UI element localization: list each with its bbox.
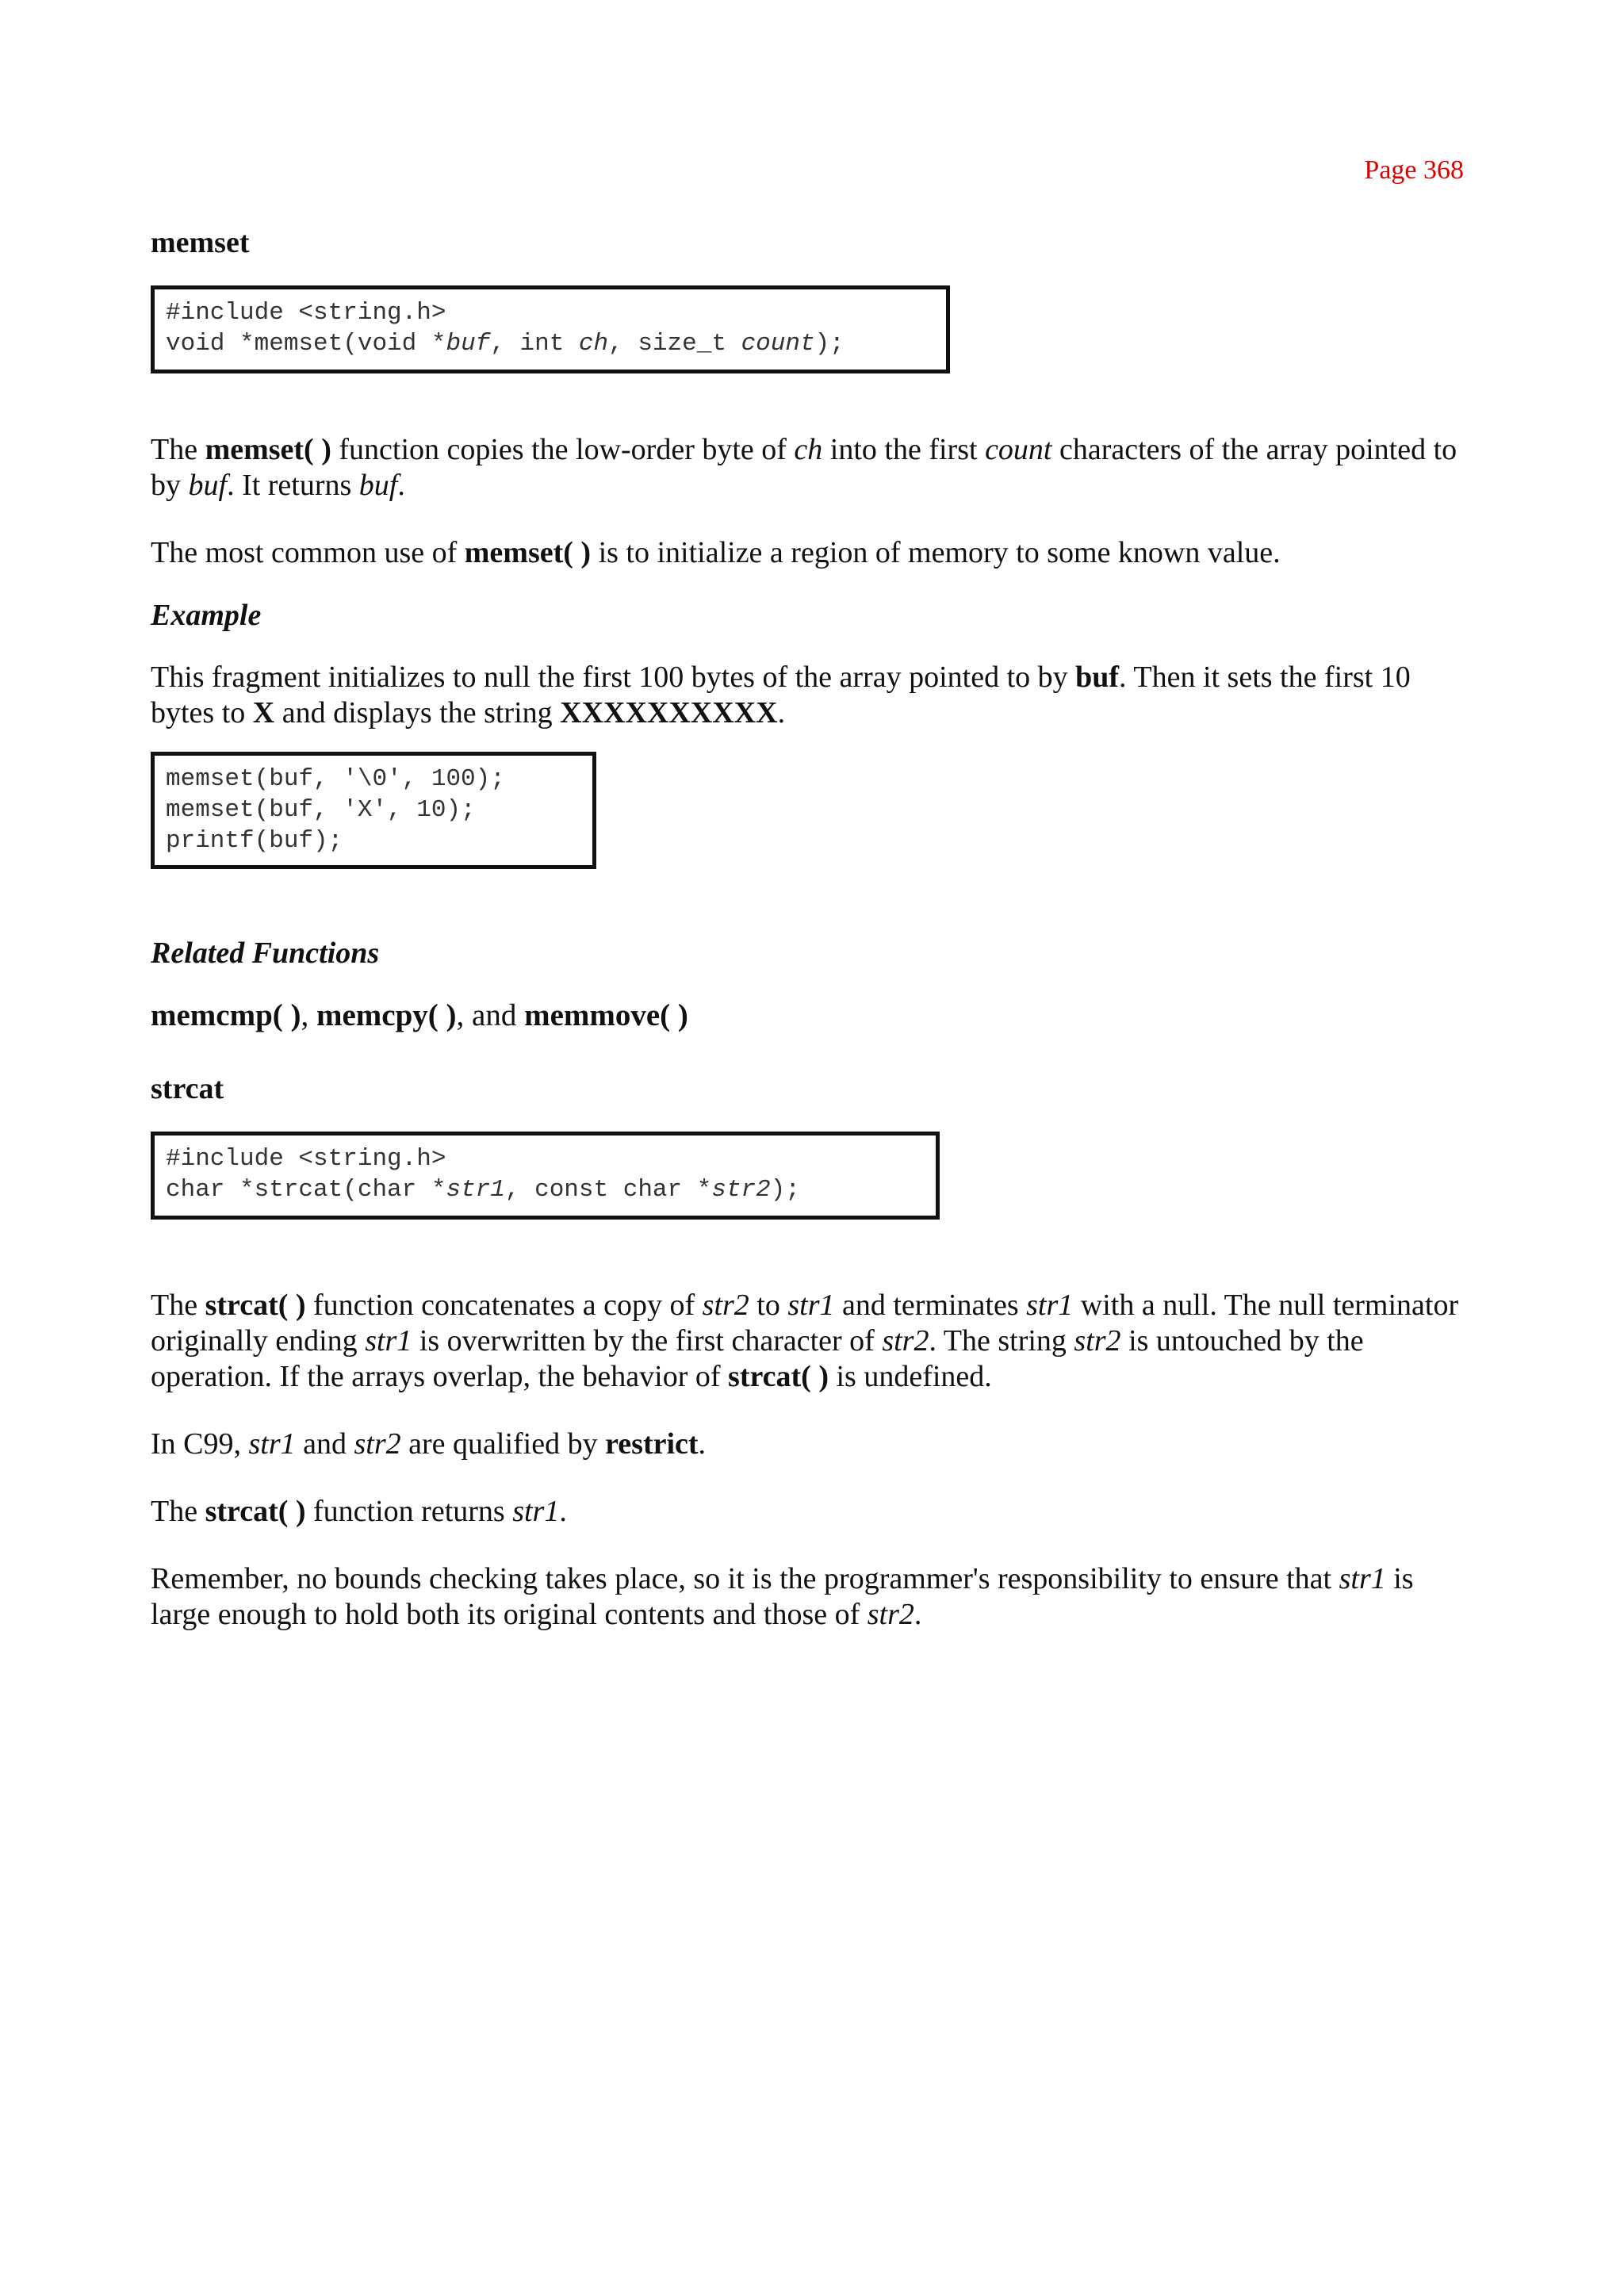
memset-proto-line-2: void *memset(void *buf, int ch, size_t count); xyxy=(166,330,845,358)
memset-description: The memset( ) function copies the low-order byte of ch into the first count characters of the array pointed to by buf. It returns buf. xyxy=(151,433,1457,502)
page-number: Page 368 xyxy=(1364,155,1464,185)
strcat-description: The strcat( ) function concatenates a copy of str2 to str1 and terminates str1 with a null. The null terminator originally ending str1 is overwritten by the first character of str2. The string str2 is untouched by the operation. If the arrays overlap, the behavior of strcat( ) is undefined. xyxy=(151,1289,1459,1393)
memset-related-heading: Related Functions xyxy=(151,936,380,970)
memset-related-functions: memcmp( ), memcpy( ), and memmove( ) xyxy=(151,998,688,1032)
page-content xyxy=(151,222,1467,1633)
strcat-proto-line-2: char *strcat(char *str1, const char *str2); xyxy=(166,1176,800,1204)
strcat-proto-line-1: #include <string.h> xyxy=(166,1145,446,1173)
code-line: printf(buf); xyxy=(166,827,343,855)
strcat-c99-note: In C99, str1 and str2 are qualified by restrict. xyxy=(151,1427,707,1461)
memset-proto-line-1: #include <string.h> xyxy=(166,299,446,327)
memset-common-use: The most common use of memset( ) is to initialize a region of memory to some known value. xyxy=(151,536,1281,569)
code-line: memset(buf, 'X', 10); xyxy=(166,796,476,824)
strcat-return-note: The strcat( ) function returns str1. xyxy=(151,1495,567,1528)
code-line: memset(buf, '\0', 100); xyxy=(166,765,505,793)
strcat-heading: strcat xyxy=(151,1072,224,1105)
memset-example-description: This fragment initializes to null the first 100 bytes of the array pointed to by buf. Then it sets the first 10 bytes to X and displays the string XXXXXXXXXX. xyxy=(151,661,1411,730)
memset-heading: memset xyxy=(151,226,250,259)
memset-example-heading: Example xyxy=(151,599,262,632)
memset-example-code-box xyxy=(151,752,596,869)
memset-prototype-box xyxy=(151,285,950,373)
strcat-bounds-note: Remember, no bounds checking takes place, so it is the programmer's responsibility to ensure that str1 is large enough to hold both its original contents and those of str2. xyxy=(151,1562,1414,1631)
strcat-prototype-box xyxy=(151,1132,940,1220)
